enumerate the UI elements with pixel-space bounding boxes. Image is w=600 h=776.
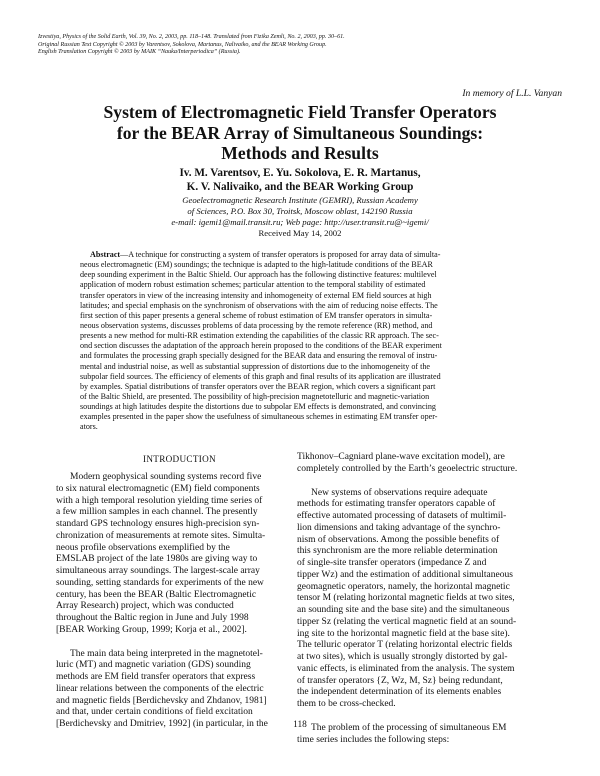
text-line: presents a new method for multi-RR estimation extending the capabilities of the classic RR approach. The sec- [80, 331, 439, 341]
text-line: subpolar field sources. The efficiency of elements of this graph and final results of its application are illustrated [80, 371, 441, 381]
paragraph [56, 472, 303, 637]
left-column [56, 452, 303, 731]
text-line: chronization of measurements at remote sites. Simulta- [56, 530, 266, 541]
dedication: In memory of L.L. Vanyan [462, 88, 562, 99]
text-line: examples presented in the paper show the usefulness of simultaneous schemes in estimating EM transfer oper- [80, 412, 438, 422]
section-heading-introduction: INTRODUCTION [142, 454, 216, 464]
received-date: Received May 14, 2002 [258, 228, 342, 238]
text-line: of transfer operators {Z, Wz, M, Sz} being redundant, [297, 675, 503, 686]
text-line: The main data being interpreted in the magnetotel- [70, 648, 263, 659]
text-line: of single-site transfer operators (impedance Z and [297, 558, 487, 568]
text-line: and formulates the processing graph specially designed for the BEAR data and ensuring the removal of instru- [80, 351, 438, 361]
text-line: The telluric operator T (relating horizontal electric fields [297, 640, 513, 651]
text-line: century, has been the BEAR (Baltic Electromagnetic [56, 589, 257, 600]
text-line: Array Research) project, which was conducted [56, 601, 234, 612]
text-line: to six natural electromagnetic (EM) field components [56, 483, 260, 494]
text-line: soundings at high latitudes despite the distortions due to subpolar EM effects is demonstrated, and convincing [80, 402, 436, 412]
text-line: methods are EM field transfer operators that express [56, 672, 256, 682]
authors-line: K. V. Nalivaiko, and the BEAR Working Group [186, 181, 414, 193]
text-line: by examples. Spatial distributions of transfer operators over the BEAR region, which covers a significant part [80, 381, 436, 391]
text-line: New systems of observations require adequate [311, 487, 488, 498]
text-line: geomagnetic operators, namely, the horizontal magnetic [297, 581, 510, 592]
affiliation [40, 195, 560, 227]
text-line: throughout the Baltic region in June and July 1998 [56, 613, 249, 623]
text-line: this synchronism are the more reliable determination [297, 546, 498, 557]
text-line: tensor M (relating horizontal magnetic fields at two sites, [297, 593, 515, 604]
text-line: latitudes; and special emphasis on the synchronism of observations with the aim of reducing noise effects. The [80, 300, 438, 310]
title-line: Methods and Results [221, 143, 379, 163]
text-line: simultaneous array soundings. The largest-scale array [56, 566, 260, 576]
paragraph [56, 649, 303, 731]
abstract-line [80, 250, 520, 260]
header-copyright-russian: Original Russian Text Copyright © 2003 by Varentsov, Sokolova, Martanus, Nalivaiko, and the BEAR Working Group. [38, 41, 327, 48]
text-line: Modern geophysical sounding systems record five [70, 472, 262, 482]
text-line: and that, under certain conditions of field excitation [56, 707, 253, 718]
authors-line: Iv. M. Varentsov, E. Yu. Sokolova, E. R. Martanus, [179, 167, 421, 179]
text-line: application of modern robust estimation schemes; particular attention to the temporal stability of estimated [80, 280, 426, 290]
text-line: a few million samples in each channel. The presently [56, 507, 258, 518]
journal-header [38, 34, 568, 57]
paragraph [297, 452, 544, 476]
text-line: neous electromagnetic (EM) soundings; the technique is adapted to the high-latitude conditions of the BEAR [80, 260, 433, 270]
text-line: at two sites), which is usually strongly distorted by gal- [297, 652, 508, 662]
text-line: linear relations between the components of the electric [56, 683, 264, 694]
text-line: lion dimensions and taking advantage of the synchro- [297, 522, 501, 533]
text-line: first section of this paper presents a general scheme of robust estimation of EM transfer operators in simulta- [80, 310, 433, 320]
title-line: System of Electromagnetic Field Transfer Operators [103, 102, 497, 122]
text-line: standard GPS technology ensures high-precision syn- [56, 519, 260, 529]
affiliation-line: Geoelectromagnetic Research Institute (GEMRI), Russian Academy [182, 195, 418, 205]
text-line: ond section discusses the adaptation of the approach herein proposed to the conditions of the BEAR experiment [80, 341, 442, 351]
affiliation-line: of Sciences, P.O. Box 30, Troitsk, Moscow oblast, 142190 Russia [187, 205, 413, 216]
contact-line: e-mail: igemi1@mail.transit.ru; Web page: http://user.transit.ru@~igemi/ [171, 216, 429, 227]
paper-title [40, 102, 560, 164]
text-line: The problem of the processing of simultaneous EM [311, 722, 507, 733]
text-line: EMSLAB project of the late 1980s are giving way to [56, 554, 258, 565]
text-line: tipper Wz) and the estimation of additional simultaneous [297, 569, 513, 580]
abstract-text: —A technique for constructing a system of transfer operators is proposed for array data of simulta- [120, 250, 441, 259]
text-line: the independent determination of its elements enables [297, 687, 502, 698]
abstract-label: Abstract [90, 250, 121, 259]
text-line: mental and industrial noise, as well as substantial suppression of distortions due to the inhomogeneity of the [80, 361, 430, 371]
text-line: neous profile observations exemplified by the [56, 542, 230, 553]
text-line: methods for estimating transfer operators capable of [297, 499, 496, 510]
text-line: Tikhonov–Cagniard plane-wave excitation model), are [297, 452, 505, 462]
text-line: an sounding site and the base site) and the simultaneous [297, 605, 510, 615]
text-line: sounding, setting standards for experiments of the new [56, 577, 264, 588]
text-line: [BEAR Working Group, 1999; Korja et al., 2002]. [56, 624, 247, 635]
header-citation-line: Izvestiya, Physics of the Solid Earth, Vol. 39, No. 2, 2003, pp. 118–148. Translated from Fizika Zemli, No. 2, 2003, pp. 30–61. [38, 34, 345, 40]
text-line: ing site to the horizontal magnetic field at the base site). [297, 628, 510, 639]
text-line: neous observation systems, discusses problems of data processing by the remote reference (RR) method, and [80, 320, 433, 330]
paragraph [297, 488, 544, 711]
title-line: for the BEAR Array of Simultaneous Soundings: [116, 122, 484, 143]
text-line: vanic effects, is eliminated from the analysis. The system [297, 663, 515, 674]
text-line: deep sounding experiment in the Baltic Shield. Our approach has the following distinctive features: multilevel [80, 270, 437, 280]
text-line: them to be cross-checked. [297, 699, 396, 709]
text-line: tipper Sz (relating the vertical magnetic field at an sound- [297, 616, 517, 627]
text-line: ators. [80, 422, 98, 432]
right-column [297, 452, 544, 746]
text-line: transfer operators in view of the increasing intensity and inhomogeneity of external EM field sources at high [80, 290, 432, 300]
abstract [80, 250, 520, 433]
text-line: with a high temporal resolution yielding time series of [56, 495, 263, 506]
author-list [40, 166, 560, 194]
text-line: [Berdichevsky and Dmitriev, 1992] (in particular, in the [56, 719, 268, 729]
page-number: 118 [293, 720, 307, 730]
text-line: nism of observations. Among the possible benefits of [297, 534, 500, 545]
header-copyright-english: English Translation Copyright © 2003 by MAIK “Nauka/Interperiodica” (Russia). [38, 49, 241, 56]
text-line: effective automated processing of datasets of multimil- [297, 511, 507, 521]
text-line: time series includes the following steps: [297, 734, 450, 745]
text-line: and magnetic fields [Berdichevsky and Zhdanov, 1981] [56, 695, 267, 706]
text-line: completely controlled by the Earth’s geoelectric structure. [297, 463, 518, 474]
text-line: of the Baltic Shield, are presented. The possibility of high-precision magnetotelluric and magnetic-variation [80, 391, 430, 401]
text-line: luric (MT) and magnetic variation (GDS) sounding [56, 660, 251, 671]
